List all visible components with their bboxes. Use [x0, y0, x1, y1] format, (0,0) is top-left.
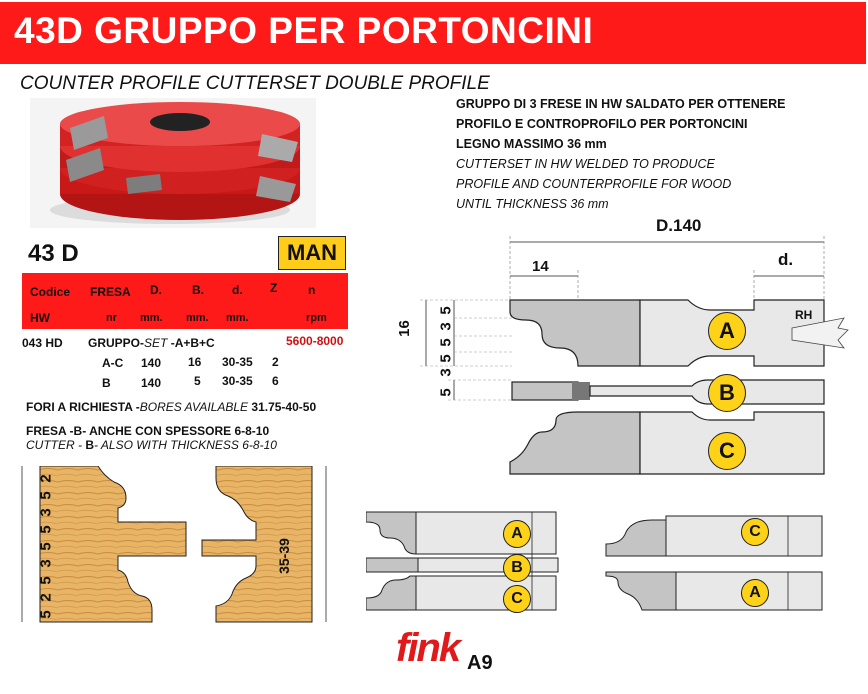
row-b-z: 6 [272, 374, 279, 388]
assembly-badge-b: B [503, 554, 531, 582]
description-it-2: PROFILO E CONTROPROFILO PER PORTONCINI [456, 117, 748, 131]
row-gruppo [88, 336, 215, 350]
description-it-3: LEGNO MASSIMO 36 mm [456, 137, 607, 151]
row-b-b: 5 [194, 374, 201, 388]
bores-values: 31.75-40-50 [248, 400, 317, 414]
th-fresa: FRESA [90, 285, 131, 299]
row-a-c-b: 16 [188, 355, 202, 369]
cutter-b-body [590, 380, 824, 404]
description-en-2: PROFILE AND COUNTERPROFILE FOR WOOD [456, 177, 732, 191]
wood-dim-5: 5 [37, 542, 55, 551]
fink-logo: fink [396, 626, 460, 670]
wood-dim-4: 5 [37, 525, 55, 534]
product-code: 43 D [28, 240, 79, 267]
assembly-badge-c: C [503, 585, 531, 613]
row-code: 043 HD [22, 336, 63, 350]
th-dsmall: d. [232, 283, 243, 297]
dim-5: 5 [437, 388, 455, 397]
row-rpm: 5600-8000 [286, 334, 344, 348]
row-a-c-z: 2 [272, 355, 279, 369]
wood-dim-9: 5 [37, 610, 55, 619]
wood-dim-3: 3 [37, 508, 55, 517]
th-d: D. [150, 283, 162, 297]
row-a-c-fresa: A-C [102, 356, 124, 370]
wood-dim-6: 3 [37, 559, 55, 568]
badge-a: A [708, 312, 746, 350]
cutter-en-c: - ALSO WITH THICKNESS 6-8-10 [94, 438, 277, 452]
dim-16: 16 [395, 320, 413, 337]
dim-d-small: d. [778, 250, 794, 269]
spec-table-header [22, 273, 348, 329]
row-a-c-dsmall: 30-35 [222, 355, 253, 369]
bores-en: BORES AVAILABLE [139, 400, 249, 414]
th-z: Z [270, 281, 278, 295]
th-mm-d: mm. [140, 312, 163, 324]
th-rpm: rpm [306, 312, 327, 324]
dim-left-5: 3 [437, 368, 455, 377]
th-hw: HW [30, 311, 50, 325]
row-gruppo-bold: GRUPPO- [88, 336, 145, 350]
bores-it: FORI A RICHIESTA - [26, 400, 140, 414]
rh-label: RH [795, 308, 813, 322]
dim-left-4: 5 [437, 354, 455, 363]
wood-dim-thickness: 35-39 [275, 538, 292, 574]
bores-note [26, 400, 316, 414]
cutterset-photo [30, 98, 316, 228]
wood-dim-1: 2 [37, 474, 55, 483]
wood-dim-7: 5 [37, 576, 55, 585]
cutter-a-profile [510, 300, 640, 366]
page-number: A9 [467, 652, 493, 674]
th-mm-b: mm. [186, 312, 209, 324]
wood-profile-left [37, 466, 186, 622]
th-n: n [308, 283, 316, 297]
assembly-badge-c-right: C [741, 518, 769, 546]
cutter-b-tip [512, 382, 578, 400]
page-title: 43D GRUPPO PER PORTONCINI [14, 10, 594, 51]
assembly-badge-a: A [503, 520, 531, 548]
th-codice: Codice [30, 285, 71, 299]
description-en-1: CUTTERSET IN HW WELDED TO PRODUCE [456, 157, 715, 171]
row-a-c-d: 140 [141, 356, 162, 370]
dim-d140: D.140 [656, 216, 702, 235]
dim-left-1: 5 [437, 306, 455, 315]
badge-c: C [708, 432, 746, 470]
wood-profile-right [202, 466, 312, 622]
row-gruppo-rest: -A+B+C [167, 336, 215, 350]
cutter-en-b: B [85, 438, 94, 452]
row-b-dsmall: 30-35 [222, 374, 253, 388]
cutter-note-it: FRESA -B- ANCHE CON SPESSORE 6-8-10 [26, 424, 270, 438]
man-badge: MAN [278, 236, 346, 270]
row-b-fresa: B [102, 376, 111, 390]
subtitle: COUNTER PROFILE CUTTERSET DOUBLE PROFILE [20, 73, 490, 94]
wood-dim-8: 2 [37, 593, 55, 602]
th-mm-dsmall: mm. [226, 312, 249, 324]
cutter-c-profile [510, 412, 640, 474]
cutter-en-a: CUTTER - [26, 438, 86, 452]
dim-left-2: 3 [437, 322, 455, 331]
description [456, 94, 785, 214]
th-b: B. [192, 283, 204, 297]
wood-dim-2: 5 [37, 491, 55, 500]
description-it-1: GRUPPO DI 3 FRESE IN HW SALDATO PER OTTENERE [456, 97, 786, 111]
description-en-3: UNTIL THICKNESS 36 mm [456, 197, 609, 211]
assembly-badge-a-right: A [741, 579, 769, 607]
dim-left-3: 5 [437, 338, 455, 347]
th-nr: nr [106, 312, 117, 324]
row-gruppo-italic: SET [144, 336, 168, 350]
cutter-b-insert [572, 382, 590, 400]
cutter-note-en [26, 438, 277, 452]
badge-b: B [708, 374, 746, 412]
row-b-d: 140 [141, 376, 162, 390]
dim-14: 14 [532, 258, 549, 275]
